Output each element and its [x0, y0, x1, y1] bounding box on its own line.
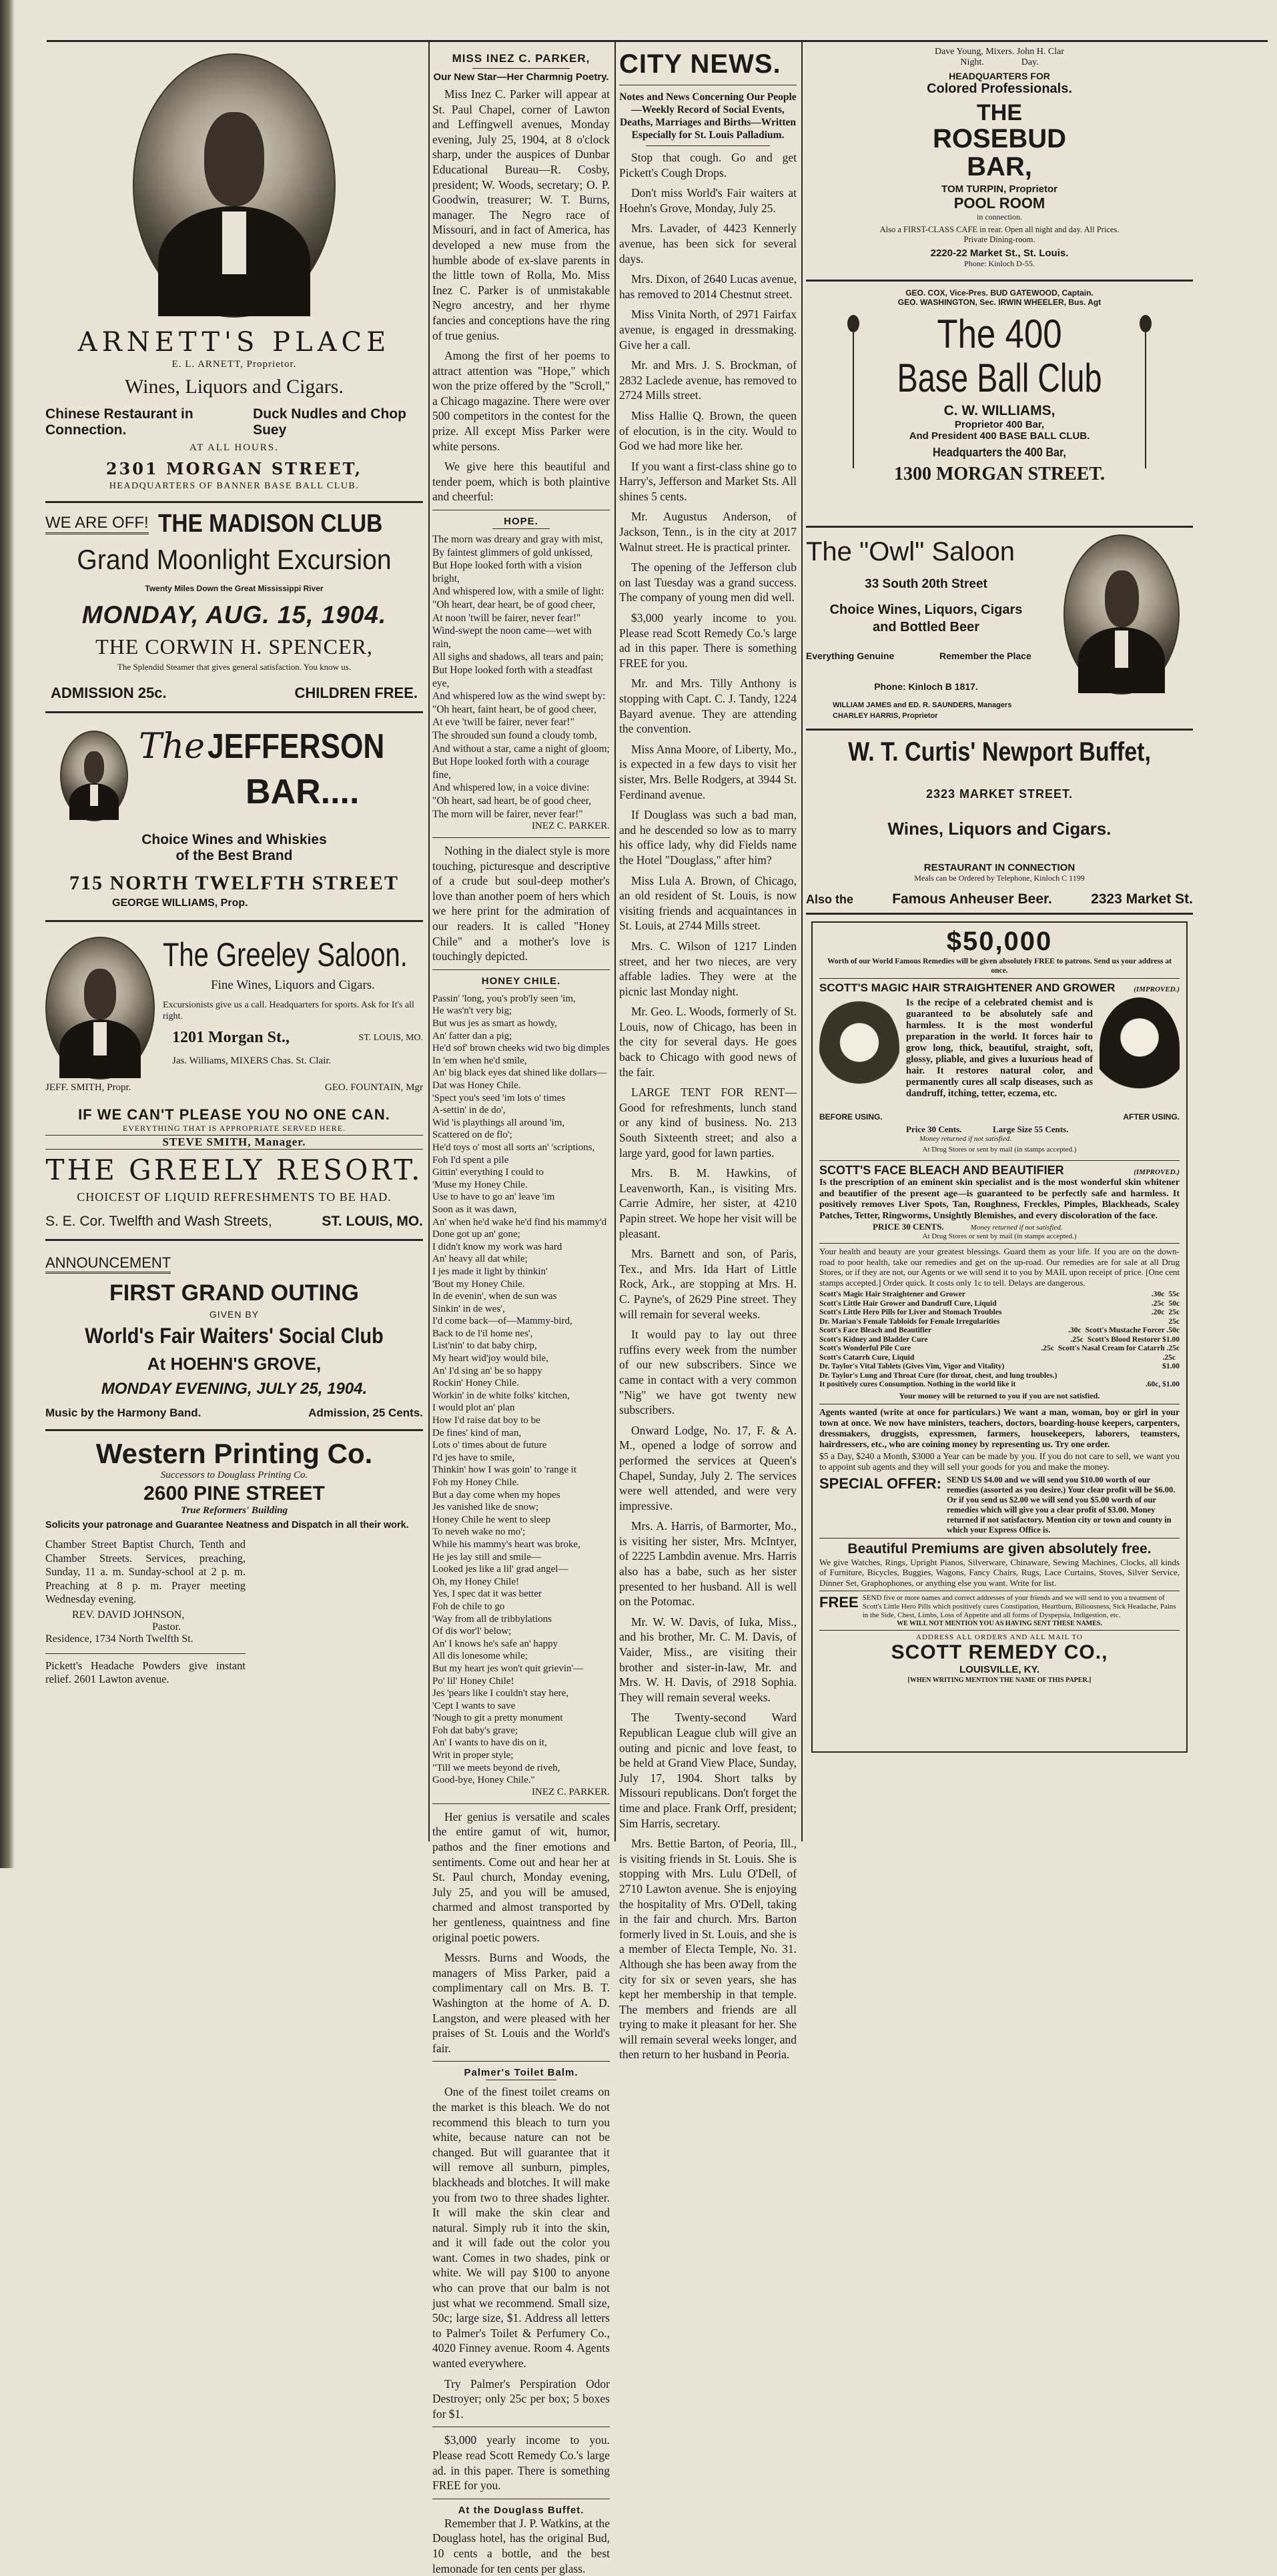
news-item: Mr. and Mrs. Tilly Anthony is stopping with Capt. C. J. Tandy, 1224 Bayard avenue. They are attending the convention. — [619, 677, 797, 736]
rosebud-conn: in connection. — [977, 212, 1022, 222]
madison-admission: ADMISSION 25c. — [51, 685, 167, 701]
western-name: Western Printing Co. — [95, 1438, 373, 1469]
douglass-title: At the Douglass Buffet. — [458, 2504, 584, 2516]
owl-goods2: and Bottled Beer — [872, 620, 980, 634]
outing-title: FIRST GRAND OUTING — [109, 1280, 359, 1306]
product-name: It positively cures Consumption. Nothing in the world like it — [819, 1380, 1016, 1388]
news-item: Mrs. Dixon, of 2640 Lucas avenue, has removed to 2014 Chestnut street. — [619, 272, 797, 301]
greeley-portrait — [45, 937, 155, 1080]
church-residence: Residence, 1734 North Twelfth St. — [45, 1633, 193, 1645]
scott-company: SCOTT REMEDY CO., — [891, 1641, 1108, 1663]
scott-remedy-ad — [811, 921, 1188, 1753]
product-name: Scott's Catarrh Cure, Liquid — [819, 1353, 915, 1362]
scott-worth: Worth of our World Famous Remedies will be given absolutely FREE to patrons. Send us your address at once. — [827, 957, 1172, 975]
news-item: Miss Anna Moore, of Liberty, Mo., is expected in a few days to visit her sister, Mrs. Belle Rodgers, at 3944 St. Ferdinand avenue. — [619, 742, 797, 801]
product-name: Dr. Marian's Female Tabloids for Female Irregularities — [819, 1317, 1000, 1326]
product-name: Scott's Magic Hair Straightener and Grower — [819, 1290, 965, 1298]
city-news-subtitle: Notes and News Concerning Our People—Weekly Record of Social Events, Deaths, Marriages and Births—Written Especially for St. Louis Palladium. — [619, 91, 797, 141]
city-news-list — [619, 150, 797, 2062]
curtis-address: 2323 MARKET STREET. — [925, 787, 1074, 801]
product-price: 55c — [1168, 1290, 1180, 1298]
scott-drug: At Drug Stores or sent by mail (in stamps accepted.) — [922, 1146, 1077, 1154]
scott-free: FREE — [819, 1594, 859, 1611]
scott-premiums-text: We give Watches, Rings, Upright Pianos, Silverware, Chinaware, Sewing Machines, Clocks, all kinds of Furniture, Bicycles, Buggies, Wagons, Fancy Chairs, Rugs, Lace Curtains, Stoves, Silver Service, Dinner Set, Graphophones, or anything else you want. Write for list. — [819, 1557, 1180, 1588]
scott-special-text: SEND US $4.00 and we will send you $10.00 worth of our remedies (assorted as you desire.) Your clear profit will be $6.00. Or if you send us $2.00 we will send you $5.00 worth of our remedies which will give you a clear profit of $3.00. Money returned if not satisfactory. Mention city or town and county in which your Express Office is. — [946, 1474, 1176, 1535]
jefferson-line1: Choice Wines and Whiskies — [141, 832, 327, 847]
western-successors: Successors to Douglass Printing Co. — [160, 1470, 308, 1480]
jefferson-the: The — [139, 727, 205, 767]
scott-city: LOUISVILLE, KY. — [959, 1664, 1039, 1675]
club400-officers1: GEO. COX, Vice-Pres. BUD GATEWOOD, Captain. — [905, 288, 1094, 298]
column-rule-3 — [801, 40, 803, 1841]
news-item: Mr. Geo. L. Woods, formerly of St. Louis, now of Chicago, has been in the city for several days. He goes back to Chicago with good news of the fair. — [619, 1005, 797, 1079]
club400-officers2: GEO. WASHINGTON, Sec. IRWIN WHEELER, Bus. Agt — [897, 298, 1102, 307]
madison-children: CHILDREN FREE. — [294, 685, 418, 701]
product-price: Scott's Mustache Forcer .50c — [1085, 1326, 1180, 1334]
city-news-title: CITY NEWS. — [619, 49, 781, 79]
product-row — [819, 1372, 1180, 1381]
arnett-noodles: Duck Nudles and Chop Suey — [253, 406, 406, 438]
product-name: Scott's Face Bleach and Beautifier — [819, 1326, 932, 1334]
scott-mention: [WHEN WRITING MENTION THE NAME OF THIS PAPER.] — [907, 1677, 1092, 1684]
rosebud-phone: Phone: Kinloch D-55. — [964, 259, 1035, 268]
palmer-text: One of the finest toilet creams on the market is this bleach. We do not recommend this bleach to turn you white, because nature can not be changed. But will guarantee that it will remove all sunburn, pimples, blackheads and blotches. It will make you from two to three shades lighter. It will make the skin clear and natural. Simply rub it into the skin, and it will fade out the color you want. Comes in two shades, pink or white. We will pay $100 to anyone who can prove that our balm is not just what we recommend. Small size, 50c; large size, $1. Address all letters to Palmer's Toilet & Perfumery Co., 4020 Finney avenue. Room 4. Agents wanted everywhere. — [432, 2085, 610, 2371]
hope-poem: The morn was dreary and gray with mist, By faintest glimmers of gold unkissed, But Hope looked forth with a vision bright, And whispered low, with a smile of light: "Oh heart, dear heart, be of good cheer, At noon 'twill be fairer, never fear!" Wind-swept the noon came—wet with rain, All sighs and shadows, all tears and pain; But Hope looked forth with a steadfast eye, And whispered low as the wind swept by: "Oh heart, faint heart, be of good cheer, At eve 'twill be fairer, never fear!" The shrouded sun found a cloudy tomb, And without a star, came a night of gloom; But Hope looked forth with a courage fine, And whispered low, in a voice divine: "Oh heart, sad heart, be of good cheer, The morn will be fairer, never fear!" — [432, 534, 610, 820]
remedy-note: $3,000 yearly income to you. Please read Scott Remedy Co.'s large ad. in this paper. There is something FREE for you. — [432, 2433, 610, 2493]
greely-city: ST. LOUIS, MO. — [322, 1214, 423, 1229]
product-row — [819, 1300, 1180, 1309]
madison-club-name: THE MADISON CLUB — [157, 510, 382, 538]
product-name: Dr. Taylor's Lung and Throat Cure (for throat, chest, and lung troubles.) — [819, 1371, 1057, 1380]
outing-given: GIVEN BY — [209, 1309, 260, 1320]
scott-salary: $5 a Day, $240 a Month, $3000 a Year can be made by you. If you do not care to sell, we want you to appoint sub agents and they will sell your goods for you and make the money. — [819, 1450, 1180, 1472]
club400-prop: Proprietor 400 Bar, — [954, 419, 1045, 430]
owl-phone: Phone: Kinloch B 1817. — [874, 681, 978, 692]
rosebud-name: ROSEBUD — [932, 124, 1067, 153]
pickett-notice: Pickett's Headache Powders give instant relief. 2601 Lawton avenue. — [45, 1659, 246, 1685]
product-price: .25c — [1070, 1335, 1084, 1344]
owl-genuine: Everything Genuine — [806, 651, 895, 661]
greely-manager: STEVE SMITH, Manager. — [45, 1135, 423, 1150]
madison-boat-note: The Splendid Steamer that gives general satisfaction. You know us. — [117, 662, 352, 672]
greely-address: S. E. Cor. Twelfth and Wash Streets, — [45, 1214, 272, 1229]
outing-music: Music by the Harmony Band. — [45, 1406, 201, 1419]
outing-place: At HOEHN'S GROVE, — [147, 1354, 322, 1374]
curtis-goods: Wines, Liquors and Cigars. — [887, 819, 1112, 839]
scott-bleach-refund: Money returned if not satisfied. — [970, 1224, 1063, 1232]
owl-remember: Remember the Place — [939, 651, 1031, 661]
news-item: Miss Lula A. Brown, of Chicago, an old resident of St. Louis, is now visiting friends and acquaintances in St. Louis, at 2744 Mills street. — [619, 873, 797, 933]
news-item: Miss Hallie Q. Brown, the queen of elocution, is in the city. Would to God we had more like her. — [619, 408, 797, 453]
scott-price1: Price 30 Cents. — [906, 1124, 962, 1134]
rosebud-pool: POOL ROOM — [953, 195, 1045, 211]
parker-p2: Among the first of her poems to attract attention was "Hope," which won the prize offered by the "Scroll," a Chicago magazine. There were over 500 competitors in the contest for the prize. All except Miss Parker were white persons. — [432, 349, 610, 453]
product-price: Scott's Nasal Cream for Catarrh .25c — [1057, 1344, 1180, 1352]
scott-agents: Agents wanted (write at once for particulars.) We want a man, woman, boy or girl in your town at once. We now have ministers, teachers, doctors, boarding-house keepers, carpenters, dressmakers, druggists, expressmen, farmers, housekeepers, laborers, teamsters, hairdressers, etc., who are coining money by representing us. Try one order. — [819, 1406, 1180, 1449]
madison-event: Grand Moonlight Excursion — [77, 544, 392, 575]
news-item: If you want a first-class shine go to Harry's, Jefferson and Market Sts. All shines 5 cents. — [619, 459, 797, 503]
product-price: .60c, $1.00 — [1145, 1380, 1180, 1388]
scott-bleach-text: Is the prescription of an eminent skin specialist and is the most wonderful skin whitener and beautifier of the present age—is guaranteed to be perfectly safe and harmless. It positively removes Liver Spots, Tan, Roughness, Freckles, Pimples, Blackheads, Scaley Patches, Tetter, Ringworms, Unsightly Blemishes, and every discoloration of the face. — [819, 1178, 1180, 1221]
scott-refund: Money returned if not satisfied. — [919, 1135, 1011, 1143]
arnett-hours: AT ALL HOURS. — [189, 442, 279, 453]
arnett-title: ARNETT'S PLACE — [77, 327, 391, 358]
club400-ad — [806, 288, 1193, 522]
product-name: Scott's Little Hair Grower and Dandruff Cure, Liquid — [819, 1299, 997, 1308]
column-4-ads — [806, 39, 1193, 1853]
club400-hq: Headquarters the 400 Bar, — [933, 446, 1066, 459]
news-item: Mrs. A. Harris, of Barmorter, Mo., is visiting her sister, Mrs. McIntyer, of 2225 Lambdin avenue. Mrs. Harris also has a babe, such as her sister presented to her husband. All is well on the Potomac. — [619, 1519, 797, 1609]
parker-headline: MISS INEZ C. PARKER, — [452, 52, 590, 65]
product-row — [819, 1354, 1180, 1363]
greeley-address: 1201 Morgan St., — [172, 1029, 290, 1046]
arnett-goods: Wines, Liquors and Cigars. — [125, 376, 344, 398]
arnett-restaurant: Chinese Restaurant in Connection. — [45, 406, 193, 438]
western-printing-ad — [45, 1438, 423, 1531]
column-3-city-news — [619, 39, 797, 2062]
news-item: The Twenty-second Ward Republican League club will give an outing and picnic and love feast, to be held at Grand View Place, Sunday, July 17, 1904. Short talks by Missouri republicans. Don't forget the time and place. Frank Orff, president; Sim Harris, secretary. — [619, 1711, 797, 1830]
honey-signature: INEZ C. PARKER. — [532, 1786, 610, 1797]
madison-boat: THE CORWIN H. SPENCER, — [95, 634, 373, 659]
arnett-proprietor: E. L. ARNETT, Proprietor. — [171, 359, 297, 370]
product-price: .25c — [1151, 1299, 1165, 1308]
arnett-portrait — [133, 53, 336, 318]
greely-tag2: EVERYTHING THAT IS APPROPRIATE SERVED HERE. — [122, 1124, 346, 1133]
curtis-meals: Meals can be Ordered by Telephone, Kinloch C 1199 — [914, 873, 1085, 883]
product-price: $1.00 — [1162, 1362, 1180, 1370]
curtis-beer-address: 2323 Market St. — [1091, 891, 1193, 907]
news-item: $3,000 yearly income to you. Please read Scott Remedy Co.'s large ad in this paper. There is something FREE for you. — [619, 611, 797, 670]
madison-off: WE ARE OFF! — [45, 514, 149, 534]
page-spine-shadow — [0, 0, 15, 1868]
scott-no-mention: WE WILL NOT MENTION YOU AS HAVING SENT THESE NAMES. — [897, 1620, 1102, 1627]
club400-title2: Base Ball Club — [897, 356, 1102, 400]
news-item: Stop that cough. Go and get Pickett's Cough Drops. — [619, 151, 797, 179]
product-price: 25c — [1168, 1308, 1180, 1316]
scott-free-text: SEND five or more names and correct addresses of your friends and we will send to you a treatment of Scott's Little Hero Pills which positively cures Constipation, Heartburn, Biliousness, Sick Headache, Pains in the Side, Chest, Limbs, Loss of Appetite and all forms of Dyspepsia, Indigestion, etc. — [862, 1594, 1176, 1619]
rosebud-hq: HEADQUARTERS FOR — [949, 71, 1050, 81]
owl-managers: WILLIAM JAMES and ED. R. SAUNDERS, Managers — [833, 701, 1012, 709]
product-price: .20c — [1151, 1308, 1165, 1316]
parker-p1: Miss Inez C. Parker will appear at St. Paul Chapel, corner of Lawton and Leffingwell avenues, Monday evening, July 25, 1904, at 8 o'clock sharp, under the auspices of Dunbar Educational Bureau—R. Cosby, president; W. Woods, secretary; O. P. Goodwin, treasurer; W. T. Burns, manager. The Negro race of Missouri, and in fact of America, has developed a new muse from the humble abode of ex-slave parents in the little town of Rolla, Mo. Miss Inez C. Parker is of unmistakable Negro ancestry, and her rhyme fancies and conceptions have the ring of true genius. — [432, 87, 610, 342]
column-1-ads — [45, 39, 423, 1853]
scott-hair-text: Is the recipe of a celebrated chemist and is guaranteed to be absolutely safe and harmless. It is the most wonderful preparation in the world. It forces hair to grow long, thick, beautiful, straight, soft, glossy, pliable, and gives a luxurious head of hair. It restores natural color, and permanently cures all scalp diseases, such as dandruff, itching, tetter, eczema, etc. — [906, 997, 1093, 1099]
outing-date: MONDAY EVENING, JULY 25, 1904. — [101, 1380, 368, 1398]
product-row — [819, 1362, 1180, 1372]
news-item: Onward Lodge, No. 17, F. & A. M., opened a lodge of sorrow and performed the services at Queen's Chapel, Sunday, July 2. The services were well attended, and were very impressive. — [619, 1423, 797, 1513]
curtis-restaurant: RESTAURANT IN CONNECTION — [923, 862, 1076, 873]
club400-title1: The 400 — [937, 312, 1062, 356]
rosebud-the: THE — [977, 100, 1022, 125]
western-address: 2600 PINE STREET — [143, 1482, 325, 1505]
parker-subhead: Our New Star—Her Charmnig Poetry. — [433, 71, 609, 83]
scott-bleach-drug: At Drug Stores or sent by mail (in stamps accepted.) — [922, 1232, 1077, 1240]
product-price: .30c — [1151, 1290, 1165, 1298]
parker-p5: Her genius is versatile and scales the entire gamut of wit, humor, pathos and the finer emotions and sentiments. Come out and hear her at St. Paul church, Monday evening, July 25, and you will be amused, charmed and almost transported by her gentleness, quaintness and fine original poetic powers. — [432, 1809, 610, 1944]
news-item: It would pay to lay out three ruffins every week from the number of our new subscribers. Since we came in contact with a very common "Nig" we have got twenty new subscribers. — [619, 1328, 797, 1417]
honey-poem: Passin' 'long, you's prob'ly seen 'im, He was'n't very big; But wus jes as smart as howdy, An' fatter dan a pig; He'd sof' brown cheeks wid two big dimples In 'em when he'd smile, An' big black eyes dat shined like dollars— Dat was Honey Chile. 'Spect you's seed 'im lots o' times A-settin' in de do', Wid 'is playthings all around 'im, Scattered on de flo'; He'd toys o' most all sorts an' 'scriptions, Foh I'd spent a pile Gittin' everything I could to 'Muse my Honey Chile. Use to have to go an' leave 'im Soon as it was dawn, An' when he'd wake he'd find his mammy'd Done got up an' gone; I didn't know my work was hard An' heavy all dat while; I jes made it light by thinkin' 'Bout my Honey Chile. In de evenin', when de sun was Sinkin' in de wes', I'd come back—of—Mammy-bird, Back to de l'il home nes', List'nin' to dat baby chirp, My heart wid'joy would bile, An' I'd sing an' be so happy Rockin' Honey Chile. Workin' in de white folks' kitchen, I would plot an' plan How I'd raise dat boy to be De fines' kind of man, Lots o' times about de future I'd jes have to smile, Thinkin' how I was goin' to 'range it Foh my Honey Chile. But a day come when my hopes Jes vanished like de snow; Honey Chile he went to sleep To neveh wake no mo'; While his mammy's heart was broke, He jes lay still and smile— Looked jes like a lil' grad angel— Oh, my Honey Chile! Yes, I spec dat it was better Foh de chile to go 'Way from all de tribbylations Of dis wor'l' below; An' I knows he's safe an' happy All dis lonesome while; But my heart jes won't quit grievin'— Po' lil' Honey Chile! Jes 'pears like I couldn't stay here, 'Cept I wants to save 'Nough to git a pretty monument Foh dat baby's grave; An' I wants to have dis on it, Writ in proper style; "Till we meets beyond de riveh, Good-bye, Honey Chile." — [432, 993, 610, 1786]
outing-announce: ANNOUNCEMENT — [45, 1254, 171, 1274]
owl-prop: CHARLEY HARRIS, Proprietor — [833, 712, 938, 720]
product-price: 50c — [1168, 1299, 1180, 1308]
scott-bleach-title: SCOTT'S FACE BLEACH AND BEAUTIFIER — [819, 1164, 1064, 1177]
curtis-beer-prefix: Also the — [806, 893, 854, 906]
owl-portrait — [1063, 534, 1180, 695]
greeley-city: ST. LOUIS, MO. — [358, 1033, 423, 1043]
column-2-article — [432, 39, 610, 2575]
madison-date: MONDAY, AUG. 15, 1904. — [81, 601, 387, 628]
product-price: 25c — [1168, 1317, 1180, 1326]
jefferson-prop: GEORGE WILLIAMS, Prop. — [112, 897, 248, 909]
church-notice — [45, 1538, 246, 1687]
scott-premiums: Beautiful Premiums are given absolutely free. — [847, 1541, 1152, 1557]
news-item: Don't miss World's Fair waiters at Hoehn's Grove, Monday, July 25. — [619, 186, 797, 215]
madison-club-ad — [45, 510, 423, 702]
club400-owner: C. W. WILLIAMS, — [943, 403, 1055, 418]
news-item: Mr. W. W. Davis, of Iuka, Miss., and his brother, Mr. C. M. Davis, of Vaider, Miss., are visiting their brother and sister-in-law, Mr. and Mrs. W. H. Davis, of 2918 Sophia. They will remain several weeks. — [619, 1615, 797, 1704]
greeley-saloon-ad — [45, 929, 423, 1101]
rosebud-mixers: Dave Young, Mixers. John H. Clar — [934, 47, 1065, 57]
news-item: LARGE TENT FOR RENT—Good for refreshments, lunch stand or any kind of business. No. 213 South Sixteenth street; and also a large yard, good for lawn parties. — [619, 1086, 797, 1160]
before-using-illustration — [819, 997, 899, 1098]
hope-title: HOPE. — [504, 516, 538, 528]
product-row — [819, 1308, 1180, 1318]
scott-price2: Large Size 55 Cents. — [993, 1124, 1069, 1134]
western-building: True Reformers' Building — [180, 1505, 288, 1516]
scott-address-all: ADDRESS ALL ORDERS AND ALL MAIL TO — [916, 1633, 1083, 1641]
owl-address: 33 South 20th Street — [865, 577, 987, 591]
church-pastor-title: Pastor. — [152, 1621, 181, 1633]
parker-p4: Nothing in the dialect style is more touching, picturesque and descriptive of a crude but soul-deep mother's love than another poem of hers which we here print for the admiration of our readers. It is called "Honey Chile" and a mother's love is touchingly depicted. — [432, 844, 610, 963]
news-item: If Douglass was such a bad man, and he descended so low as to marry his office lady, why did Fields name the Hotel "Douglass," after him? — [619, 808, 797, 867]
after-using-illustration — [1100, 997, 1180, 1098]
arnett-hq: HEADQUARTERS OF BANNER BASE BALL CLUB. — [109, 481, 360, 491]
product-price: .25c — [1162, 1353, 1176, 1362]
outing-ad — [45, 1248, 423, 1420]
church-pastor: REV. DAVID JOHNSON, — [72, 1609, 185, 1621]
greely-resort-ad — [45, 1106, 423, 1230]
greeley-note: Excursionists give us a call. Headquarters for sports. Ask for It's all right. — [163, 1000, 414, 1021]
parker-p3: We give here this beautiful and tender poem, which is both plaintive and cheerful: — [432, 460, 610, 504]
curtis-beer: Famous Anheuser Beer. — [892, 891, 1052, 907]
product-name: Scott's Wonderful Pile Cure — [819, 1344, 911, 1352]
greeley-propr: JEFF. SMITH, Propr. — [45, 1082, 131, 1093]
product-name: Scott's Little Hero Pills for Liver and Stomach Troubles — [819, 1308, 1002, 1316]
news-item: Mrs. B. M. Hawkins, of Leavenworth, Kan., is visiting Mrs. Carrie Admire, her sister, at 4210 Papin street. We hope her visit will be pleasant. — [619, 1166, 797, 1240]
jefferson-line2: of the Best Brand — [175, 848, 293, 863]
outing-admission: Admission, 25 Cents. — [308, 1406, 423, 1419]
greely-tag: IF WE CAN'T PLEASE YOU NO ONE CAN. — [78, 1106, 390, 1123]
rosebud-colored: Colored Professionals. — [927, 81, 1072, 96]
owl-name: The "Owl" Saloon — [806, 537, 1015, 566]
before-using-label: BEFORE USING. — [819, 1112, 883, 1122]
greeley-saloon-name: The Greeley Saloon. — [163, 936, 408, 973]
palmer-title: Palmer's Toilet Balm. — [464, 2067, 578, 2079]
club400-address: 1300 MORGAN STREET. — [893, 464, 1106, 484]
curtis-ad — [806, 737, 1193, 907]
product-price: .30c — [1068, 1326, 1082, 1334]
product-price: .25c — [1041, 1344, 1054, 1352]
curtis-name: W. T. Curtis' Newport Buffet, — [848, 737, 1151, 767]
news-item: Mr. and Mrs. J. S. Brockman, of 2832 Laclede avenue, has removed to 2724 Mills street. — [619, 358, 797, 402]
scott-special: SPECIAL OFFER: — [819, 1474, 941, 1492]
owl-goods1: Choice Wines, Liquors, Cigars — [829, 602, 1023, 617]
rosebud-mixers-sub: Night. Day. — [960, 57, 1039, 67]
scott-health: Your health and beauty are your greatest blessings. Guard them as your life. If you are on the down-road to poor health, take our remedies and get on the up-road. Our remedies are for sale at all Drug Stores, or if they are not, our Agents or we will send it to you by MAIL upon receipt of price. [One cent stamps accepted.] Order quick. It costs only 1c to tell. Delays are dangerous. — [819, 1246, 1180, 1288]
scott-product-list — [819, 1290, 1180, 1390]
arnett-ad — [45, 39, 423, 492]
scott-bleach-price: PRICE 30 CENTS. — [873, 1222, 944, 1232]
club400-pres: And President 400 BASE BALL CLUB. — [909, 430, 1090, 442]
jefferson-portrait — [60, 731, 128, 821]
rosebud-bar: BAR, — [967, 152, 1032, 181]
rosebud-address: 2220-22 Market St., St. Louis. — [930, 248, 1069, 259]
scott-hair-title: SCOTT'S MAGIC HAIR STRAIGHTENER AND GROWER — [819, 981, 1116, 994]
product-row — [819, 1336, 1180, 1345]
douglass-text: Remember that J. P. Watkins, at the Douglass hotel, has the original Bud, 10 cents a bottle, and the best lemonade for ten cents per glass. — [432, 2516, 610, 2575]
news-item: Mrs. C. Wilson of 1217 Linden street, and her two nieces, are very affable ladies. They were at the picnic last Monday night. — [619, 939, 797, 998]
rosebud-prop: TOM TURPIN, Proprietor — [941, 183, 1057, 195]
column-rule-2 — [614, 40, 616, 1841]
scott-amount: $50,000 — [946, 927, 1053, 956]
product-row — [819, 1290, 1180, 1300]
outing-club: World's Fair Waiters' Social Club — [85, 1324, 384, 1348]
western-solicit: Solicits your patronage and Guarantee Neatness and Dispatch in all their work. — [45, 1520, 409, 1531]
product-name: Dr. Taylor's Vital Tablets (Gives Vim, Vigor and Vitality) — [819, 1362, 1005, 1370]
column-rule-1 — [428, 40, 430, 1841]
product-row — [819, 1318, 1180, 1327]
palmer-text-2: Try Palmer's Perspiration Odor Destroyer; only 25c per box; 5 boxes for $1. — [432, 2377, 610, 2421]
product-price: Scott's Blood Restorer $1.00 — [1087, 1335, 1180, 1344]
greely-name: THE GREELY RESORT. — [45, 1154, 423, 1186]
hope-signature: INEZ C. PARKER. — [532, 821, 610, 832]
arnett-address: 2301 MORGAN STREET, — [105, 459, 363, 478]
madison-distance: Twenty Miles Down the Great Mississippi River — [145, 584, 324, 593]
jefferson-name: JEFFERSON — [207, 727, 385, 766]
scott-hair-improved: (IMPROVED.) — [1134, 985, 1180, 993]
jefferson-bar-label: BAR.... — [246, 773, 360, 811]
product-name: Scott's Kidney and Bladder Cure — [819, 1335, 928, 1344]
parker-p6: Messrs. Burns and Woods, the managers of Miss Parker, paid a complimentary call on Mrs. B. T. Washington at the home of A. D. Langston, and were pleased with her praises of St. Louis and the World's fair. — [432, 1951, 610, 2055]
greeley-mixers: Jas. Williams, MIXERS Chas. St. Clair. — [172, 1055, 332, 1066]
jefferson-address: 715 NORTH TWELFTH STREET — [69, 872, 399, 894]
greeley-goods: Fine Wines, Liquors and Cigars. — [211, 978, 375, 992]
product-row — [819, 1344, 1180, 1354]
church-text: Chamber Street Baptist Church, Tenth and Chamber Streets. Services, preaching, Sunday, 11 a. m. Sunday-school at 2 p. m. Preaching at 8 p. m. Prayer meeting Wednesday evening. — [45, 1538, 246, 1605]
owl-saloon-ad — [806, 534, 1193, 725]
scott-bleach-improved: (IMPROVED.) — [1134, 1168, 1180, 1176]
product-row — [819, 1326, 1180, 1336]
after-using-label: AFTER USING. — [1123, 1112, 1180, 1122]
news-item: The opening of the Jefferson club on last Tuesday was a grand success. The company of young men did well. — [619, 560, 797, 604]
greely-choice: CHOICEST OF LIQUID REFRESHMENTS TO BE HAD. — [77, 1190, 392, 1204]
honey-title: HONEY CHILE. — [481, 975, 561, 987]
news-item: Miss Vinita North, of 2971 Fairfax avenue, is engaged in dressmaking. Give her a call. — [619, 308, 797, 352]
greeley-mgr: GEO. FOUNTAIN, Mgr — [324, 1082, 423, 1093]
news-item: Mrs. Barnett and son, of Paris, Tex., and Mrs. Ida Hart of Little Rock, Ark., are stopping at Mrs. H. C. Payne's, of 2629 Pine street. They will remain for several weeks. — [619, 1247, 797, 1321]
product-row — [819, 1380, 1180, 1390]
news-item: Mrs. Lavader, of 4423 Kennerly avenue, has been sick for several days. — [619, 222, 797, 266]
news-item: Mr. Augustus Anderson, of Jackson, Tenn., is in the city at 2017 Walnut street. He is practical printer. — [619, 510, 797, 554]
jefferson-bar-ad — [45, 720, 423, 913]
scott-money-back: Your money will be returned to you if you are not satisfied. — [899, 1390, 1100, 1400]
news-item: Mrs. Bettie Barton, of Peoria, Ill., is visiting friends in St. Louis. She is stopping with Mrs. Lulu O'Dell, of 2710 Lawton avenue. She is enjoying the hospitality of Mrs. O'Dell, taking in the fair and church. Mrs. Barton formerly lived in St. Louis, and she is a member of Electa Temple, No. 31. Although she has been away from the city for six or seven years, she has kept her membership in that temple. The members and friends are all trying to make it pleasant for her. She will remain several weeks longer, and then return to her husband in Peoria. — [619, 1837, 797, 2062]
rosebud-cafe: Also a FIRST-CLASS CAFE in rear. Open all night and day. All Prices. Private Dining-room. — [879, 225, 1120, 244]
rosebud-ad — [873, 47, 1126, 269]
